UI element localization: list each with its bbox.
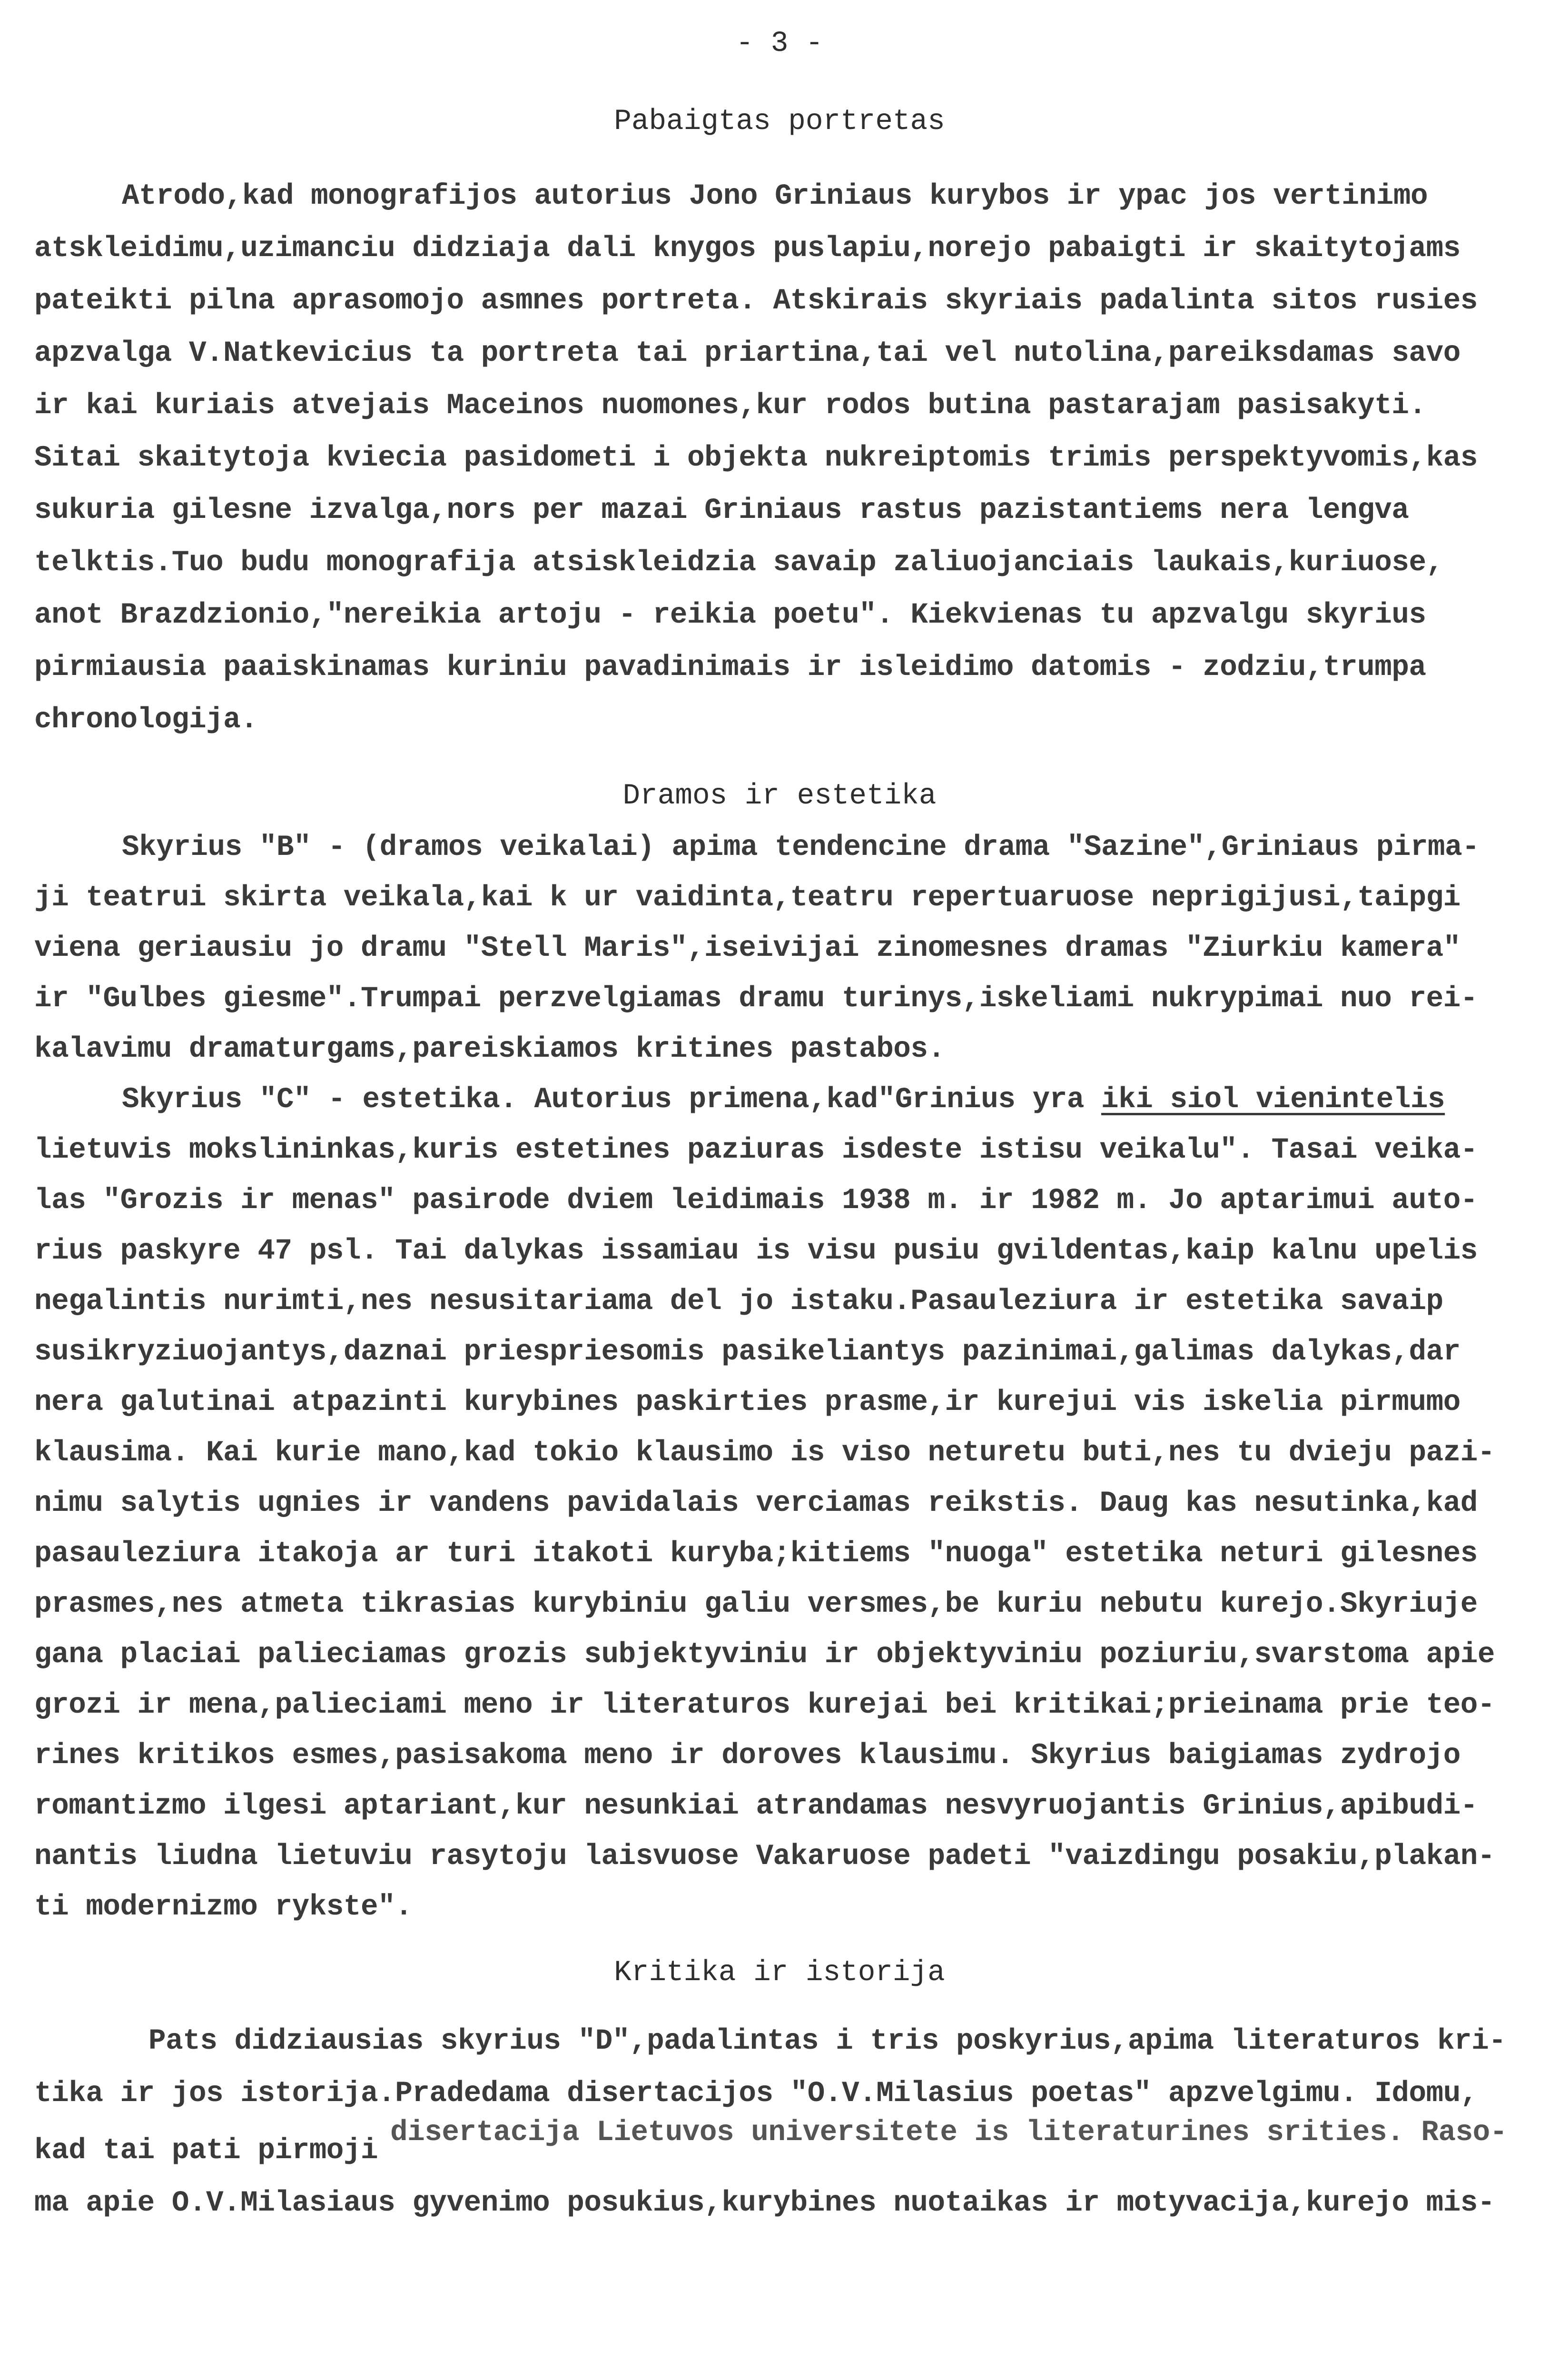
text-line: pasauleziura itakoja ar turi itakoti kuryba;kitiems "nuoga" estetika neturi gilesnes [34, 1537, 1478, 1570]
text-line [34, 1075, 1533, 1125]
text-line: Sitai skaitytoja kviecia pasidometi i objekta nukreiptomis trimis perspektyvomis,kas [34, 442, 1478, 475]
text-line: ji teatrui skirta veikala,kai k ur vaidinta,teatru repertuaruose neprigijusi,taipgi [34, 882, 1460, 914]
page-number: - 3 - [736, 27, 823, 60]
text-line: romantizmo ilgesi aptariant,kur nesunkiai atrandamas nesvyruojantis Grinius,apibudi- [34, 1790, 1478, 1823]
text-line: susikryziuojantys,daznai priespriesomis pasikeliantys pazinimai,galimas dalykas,dar [34, 1336, 1460, 1368]
text-line: pateikti pilna aprasomojo asmnes portreta. Atskirais skyriais padalinta sitos rusies [34, 285, 1478, 317]
text-line: nera galutinai atpazinti kurybines paskirties prasme,ir kurejui vis iskelia pirmumo [34, 1386, 1460, 1419]
text-line: ir kai kuriais atvejais Maceinos nuomones,kur rodos butina pastarajam pasisakyti. [34, 389, 1426, 422]
text-line: pirmiausia paaiskinamas kuriniu pavadinimais ir isleidimo datomis - zodziu,trumpa [34, 651, 1426, 684]
text-line: Skyrius "B" - (dramos veikalai) apima tendencine drama "Sazine",Griniaus pirma- [122, 831, 1480, 864]
text-line: viena geriausiu jo dramu "Stell Maris",iseivijai zinomesnes dramas "Ziurkiu kamera" [34, 932, 1460, 965]
section-heading: Dramos ir estetika [622, 780, 937, 813]
text-line: las "Grozis ir menas" pasirode dviem leidimais 1938 m. ir 1982 m. Jo aptarimui auto- [34, 1184, 1478, 1217]
text-line: rines kritikos esmes,pasisakoma meno ir doroves klausimu. Skyrius baigiamas zydrojo [34, 1739, 1460, 1772]
section-body [34, 823, 1533, 1933]
text-line: ma apie O.V.Milasiaus gyvenimo posukius,kurybines nuotaikas ir motyvacija,kurejo mis- [34, 2187, 1495, 2220]
text-line: chronologija. [34, 704, 258, 736]
split-text-line [34, 2116, 1533, 2177]
text-line: anot Brazdzionio,"nereikia artoju - reikia poetu". Kiekvienas tu apzvalgu skyrius [34, 599, 1426, 632]
text-line: rius paskyre 47 psl. Tai dalykas issamiau is visu pusiu gvildentas,kaip kalnu upelis [34, 1235, 1478, 1268]
raised-text-segment: disertacija Lietuvos universitete is literaturines srities. Raso- [390, 2116, 1507, 2149]
section-heading: Kritika ir istorija [614, 1956, 945, 1989]
text-line: sukuria gilesne izvalga,nors per mazai Griniaus rastus pazistantiems nera lengva [34, 494, 1409, 527]
section-body [34, 170, 1533, 746]
text-line: klausima. Kai kurie mano,kad tokio klausimo is viso neturetu buti,nes tu dvieju pazi- [34, 1437, 1495, 1469]
text-line: grozi ir mena,palieciami meno ir literaturos kurejai bei kritikai;prieinama prie teo- [34, 1689, 1495, 1722]
text-line: negalintis nurimti,nes nesusitariama del jo istaku.Pasauleziura ir estetika savaip [34, 1285, 1443, 1318]
text-line: kalavimu dramaturgams,pareiskiamos kritines pastabos. [34, 1033, 945, 1066]
text-line: nantis liudna lietuviu rasytoju laisvuose Vakaruose padeti "vaizdingu posakiu,plakan- [34, 1840, 1495, 1873]
text-line: gana placiai palieciamas grozis subjektyviniu ir objektyviniu poziuriu,svarstoma apie [34, 1638, 1495, 1671]
text-line: ti modernizmo rykste". [34, 1891, 413, 1924]
text-line: Pats didziausias skyrius "D",padalintas i tris poskyrius,apima literaturos kri- [148, 2025, 1506, 2058]
section-heading: Pabaigtas portretas [614, 105, 945, 138]
text-segment: Skyrius "C" - estetika. Autorius primena,kad"Grinius yra [122, 1083, 1102, 1116]
text-line: telktis.Tuo budu monografija atsiskleidzia savaip zaliuojanciais laukais,kuriuose, [34, 546, 1443, 579]
text-line: atskleidimu,uzimanciu didziaja dali knygos puslapiu,norejo pabaigti ir skaitytojams [34, 232, 1460, 265]
text-line: tika ir jos istorija.Pradedama disertacijos "O.V.Milasius poetas" apzvelgimu. Idomu, [34, 2077, 1478, 2110]
text-line: prasmes,nes atmeta tikrasias kurybiniu galiu versmes,be kuriu nebutu kurejo.Skyriuje [34, 1588, 1478, 1621]
text-line: Atrodo,kad monografijos autorius Jono Griniaus kurybos ir ypac jos vertinimo [122, 180, 1428, 213]
underlined-text: iki siol vienintelis [1101, 1083, 1445, 1116]
text-line: lietuvis mokslininkas,kuris estetines paziuras isdeste istisu veikalu". Tasai veika- [34, 1134, 1478, 1167]
text-line: apzvalga V.Natkevicius ta portreta tai priartina,tai vel nutolina,pareiksdamas savo [34, 337, 1460, 370]
text-segment: kad tai pati pirmoji [34, 2134, 378, 2167]
text-line: ir "Gulbes giesme".Trumpai perzvelgiamas dramu turinys,iskeliami nukrypimai nuo rei- [34, 982, 1478, 1015]
text-line: nimu salytis ugnies ir vandens pavidalais verciamas reikstis. Daug kas nesutinka,kad [34, 1487, 1478, 1520]
section-body [34, 2015, 1533, 2230]
